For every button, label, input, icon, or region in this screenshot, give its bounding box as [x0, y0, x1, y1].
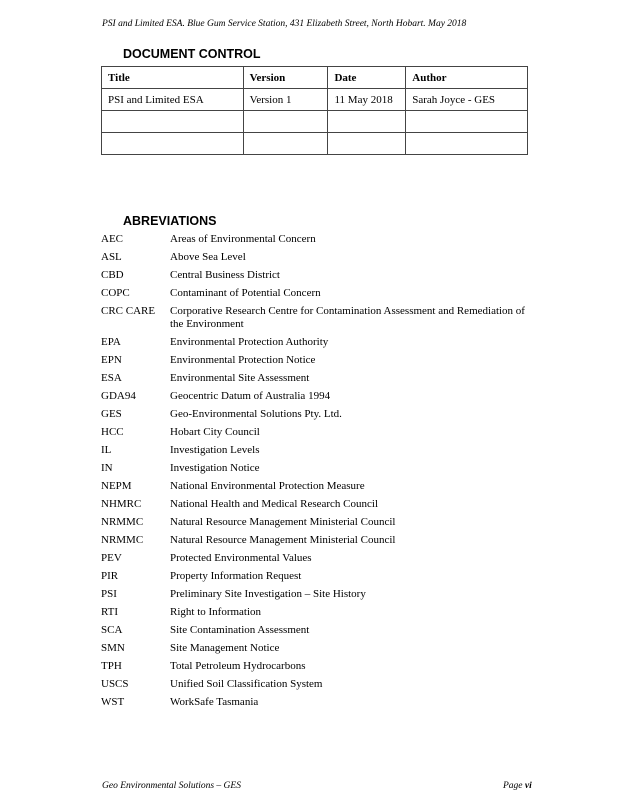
table-row: [102, 111, 528, 133]
list-item: [101, 408, 531, 421]
list-item: [101, 336, 531, 349]
abbreviation-definition: Geocentric Datum of Australia 1994: [170, 390, 331, 402]
column-header-author: Author: [406, 67, 528, 89]
abbreviation-code: PEV: [101, 552, 122, 564]
abbreviation-code: COPC: [101, 287, 130, 299]
abbreviation-code: GDA94: [101, 390, 136, 402]
running-header: PSI and Limited ESA. Blue Gum Service Station, 431 Elizabeth Street, North Hobart. May 2018: [102, 19, 467, 29]
abbreviation-definition: Environmental Protection Authority: [170, 336, 329, 348]
abbreviation-code: NHMRC: [101, 498, 142, 510]
abbreviation-code: IL: [101, 444, 112, 456]
list-item: [101, 480, 531, 493]
table-row: [102, 89, 528, 111]
page-number: vi: [524, 781, 532, 791]
list-item: [101, 462, 531, 475]
list-item: [101, 696, 531, 709]
abbreviation-definition: Preliminary Site Investigation – Site History: [170, 588, 366, 600]
cell-title: PSI and Limited ESA: [102, 89, 244, 111]
abbreviation-definition: Property Information Request: [170, 570, 302, 582]
list-item: [101, 233, 531, 246]
cell-author: [406, 111, 528, 133]
abbreviation-code: EPA: [101, 336, 121, 348]
abbreviation-definition: Geo-Environmental Solutions Pty. Ltd.: [170, 408, 342, 420]
abbreviation-code: USCS: [101, 678, 129, 690]
footer-company: Geo Environmental Solutions – GES: [102, 781, 241, 791]
abbreviation-code: PSI: [101, 588, 117, 600]
cell-version: Version 1: [243, 89, 328, 111]
list-item: [101, 251, 531, 264]
abbreviation-definition: National Health and Medical Research Council: [170, 498, 379, 510]
list-item: [101, 624, 531, 637]
column-header-date: Date: [328, 67, 406, 89]
abbreviation-code: AEC: [101, 233, 123, 245]
cell-version: [243, 111, 328, 133]
cell-date: [328, 111, 406, 133]
abbreviation-code: WST: [101, 696, 125, 708]
list-item: [101, 606, 531, 619]
abbreviation-definition: Investigation Notice: [170, 462, 260, 474]
abbreviation-code: ASL: [101, 251, 122, 263]
abbreviation-definition: Right to Information: [170, 606, 262, 618]
list-item: [101, 426, 531, 439]
list-item: [101, 444, 531, 457]
list-item: [101, 642, 531, 655]
column-header-version: Version: [243, 67, 328, 89]
list-item: [101, 516, 531, 529]
page-label: Page: [503, 781, 523, 791]
list-item: [101, 498, 531, 511]
list-item: [101, 354, 531, 367]
abbreviation-code: SMN: [101, 642, 125, 654]
abbreviation-code: RTI: [101, 606, 119, 618]
abbreviation-code: CBD: [101, 269, 124, 281]
abbreviation-code: GES: [101, 408, 122, 420]
abbreviation-definition: National Environmental Protection Measure: [170, 480, 365, 492]
document-control-table: [101, 66, 528, 155]
cell-author: [406, 133, 528, 155]
abbreviations-heading: ABREVIATIONS: [123, 214, 217, 228]
list-item: [101, 678, 531, 691]
abbreviation-definition: Unified Soil Classification System: [170, 678, 323, 690]
abbreviation-definition: Protected Environmental Values: [170, 552, 312, 564]
abbreviation-definition: Natural Resource Management Ministerial Council: [170, 534, 396, 546]
abbreviation-code: IN: [101, 462, 113, 474]
list-item: [101, 570, 531, 583]
abbreviation-definition: Central Business District: [170, 269, 280, 281]
abbreviation-code: NRMMC: [101, 516, 144, 528]
abbreviation-definition: Natural Resource Management Ministerial Council: [170, 516, 396, 528]
abbreviation-code: TPH: [101, 660, 122, 672]
document-control-heading: DOCUMENT CONTROL: [123, 47, 261, 61]
list-item: [101, 660, 531, 673]
abbreviation-code: EPN: [101, 354, 122, 366]
list-item: [101, 534, 531, 547]
abbreviation-definition: Contaminant of Potential Concern: [170, 287, 321, 299]
abbreviation-code: HCC: [101, 426, 124, 438]
list-item: [101, 305, 531, 331]
abbreviation-definition: Total Petroleum Hydrocarbons: [170, 660, 306, 672]
cell-title: [102, 133, 244, 155]
list-item: [101, 372, 531, 385]
cell-version: [243, 133, 328, 155]
abbreviation-code: SCA: [101, 624, 123, 636]
abbreviation-definition: Hobart City Council: [170, 426, 260, 438]
abbreviation-code: NEPM: [101, 480, 132, 492]
abbreviation-definition: Site Contamination Assessment: [170, 624, 310, 636]
abbreviation-code: CRC CARE: [101, 305, 156, 317]
abbreviation-definition: Areas of Environmental Concern: [170, 233, 316, 245]
column-header-title: Title: [102, 67, 244, 89]
abbreviation-definition: Corporative Research Centre for Contamination Assessment and Remediation of the Environment: [170, 305, 525, 330]
cell-title: [102, 111, 244, 133]
abbreviation-code: NRMMC: [101, 534, 144, 546]
list-item: [101, 287, 531, 300]
abbreviation-code: PIR: [101, 570, 119, 582]
abbreviation-definition: WorkSafe Tasmania: [170, 696, 259, 708]
abbreviation-definition: Site Management Notice: [170, 642, 280, 654]
abbreviation-definition: Environmental Site Assessment: [170, 372, 310, 384]
list-item: [101, 552, 531, 565]
cell-date: [328, 133, 406, 155]
list-item: [101, 588, 531, 601]
abbreviation-code: ESA: [101, 372, 122, 384]
list-item: [101, 390, 531, 403]
cell-date: 11 May 2018: [328, 89, 406, 111]
list-item: [101, 269, 531, 282]
cell-author: Sarah Joyce - GES: [406, 89, 528, 111]
abbreviation-definition: Environmental Protection Notice: [170, 354, 316, 366]
abbreviations-list: [101, 233, 531, 714]
table-row: [102, 133, 528, 155]
table-header-row: [102, 67, 528, 89]
footer-page: [503, 781, 532, 791]
abbreviation-definition: Investigation Levels: [170, 444, 260, 456]
abbreviation-definition: Above Sea Level: [170, 251, 246, 263]
